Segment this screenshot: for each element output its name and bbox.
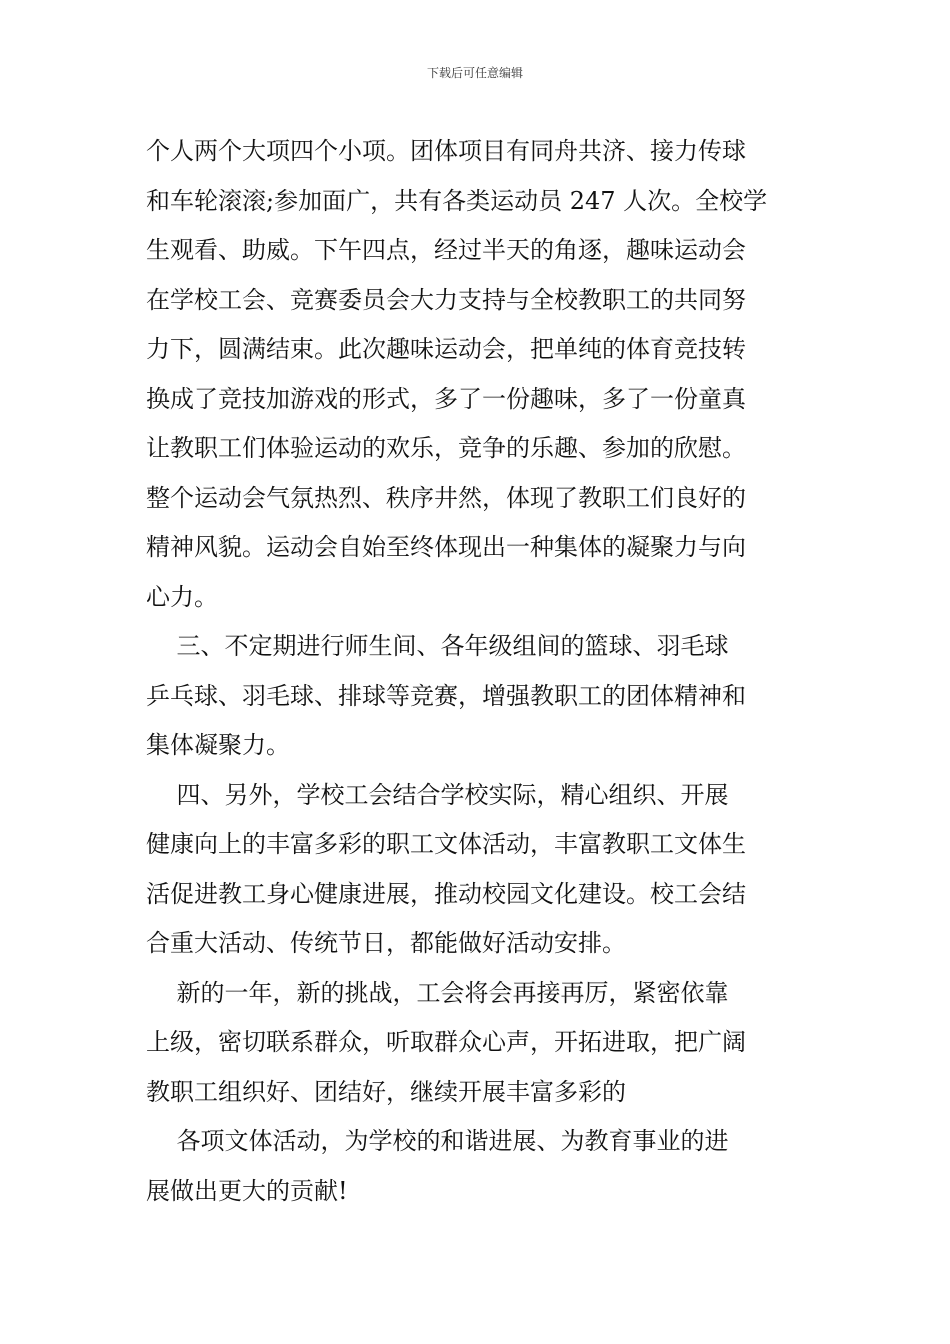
text-line: 四、另外，学校工会结合学校实际，精心组织、开展	[146, 780, 729, 809]
document-body	[146, 127, 810, 1216]
text-line: 在学校工会、竞赛委员会大力支持与全校教职工的共同努	[146, 285, 746, 314]
text-line: 生观看、助威。下午四点，经过半天的角逐，趣味运动会	[146, 236, 746, 264]
text-line: 精神风貌。运动会自始至终体现出一种集体的凝聚力与向	[146, 533, 746, 561]
text-line: 三、不定期进行师生间、各年级组间的篮球、羽毛球	[146, 632, 729, 660]
text-line: 活促进教工身心健康进展，推动校园文化建设。校工会结	[146, 879, 746, 908]
text-line: 让教职工们体验运动的欢乐，竞争的乐趣、参加的欣慰。	[146, 434, 746, 462]
text-line: 集体凝聚力。	[146, 731, 290, 759]
text-line: 换成了竞技加游戏的形式，多了一份趣味，多了一份童真	[146, 384, 746, 413]
text-line: 力下，圆满结束。此次趣味运动会，把单纯的体育竞技转	[146, 335, 746, 363]
text-line: 展做出更大的贡献!	[146, 1176, 348, 1205]
text-line: 心力。	[146, 582, 218, 611]
text-line: 上级，密切联系群众，听取群众心声，开拓进取，把广阔	[146, 1028, 746, 1056]
text-line: 合重大活动、传统节日，都能做好活动安排。	[146, 929, 626, 957]
text-line: 新的一年，新的挑战，工会将会再接再厉，紧密依靠	[146, 978, 729, 1007]
page-header: 下载后可任意编辑	[426, 66, 523, 80]
text-line: 教职工组织好、团结好，继续开展丰富多彩的	[146, 1077, 626, 1106]
text-line: 健康向上的丰富多彩的职工文体活动，丰富教职工文体生	[146, 830, 746, 858]
text-line: 各项文体活动，为学校的和谐进展、为教育事业的进	[146, 1127, 729, 1155]
text-line: 个人两个大项四个小项。团体项目有同舟共济、接力传球	[146, 137, 746, 165]
text-line: 乒乓球、羽毛球、排球等竞赛，增强教职工的团体精神和	[146, 681, 746, 710]
text-line: 整个运动会气氛热烈、秩序井然，体现了教职工们良好的	[146, 483, 746, 512]
text-line: 和车轮滚滚;参加面广，共有各类运动员 247 人次。全校学	[146, 186, 768, 215]
